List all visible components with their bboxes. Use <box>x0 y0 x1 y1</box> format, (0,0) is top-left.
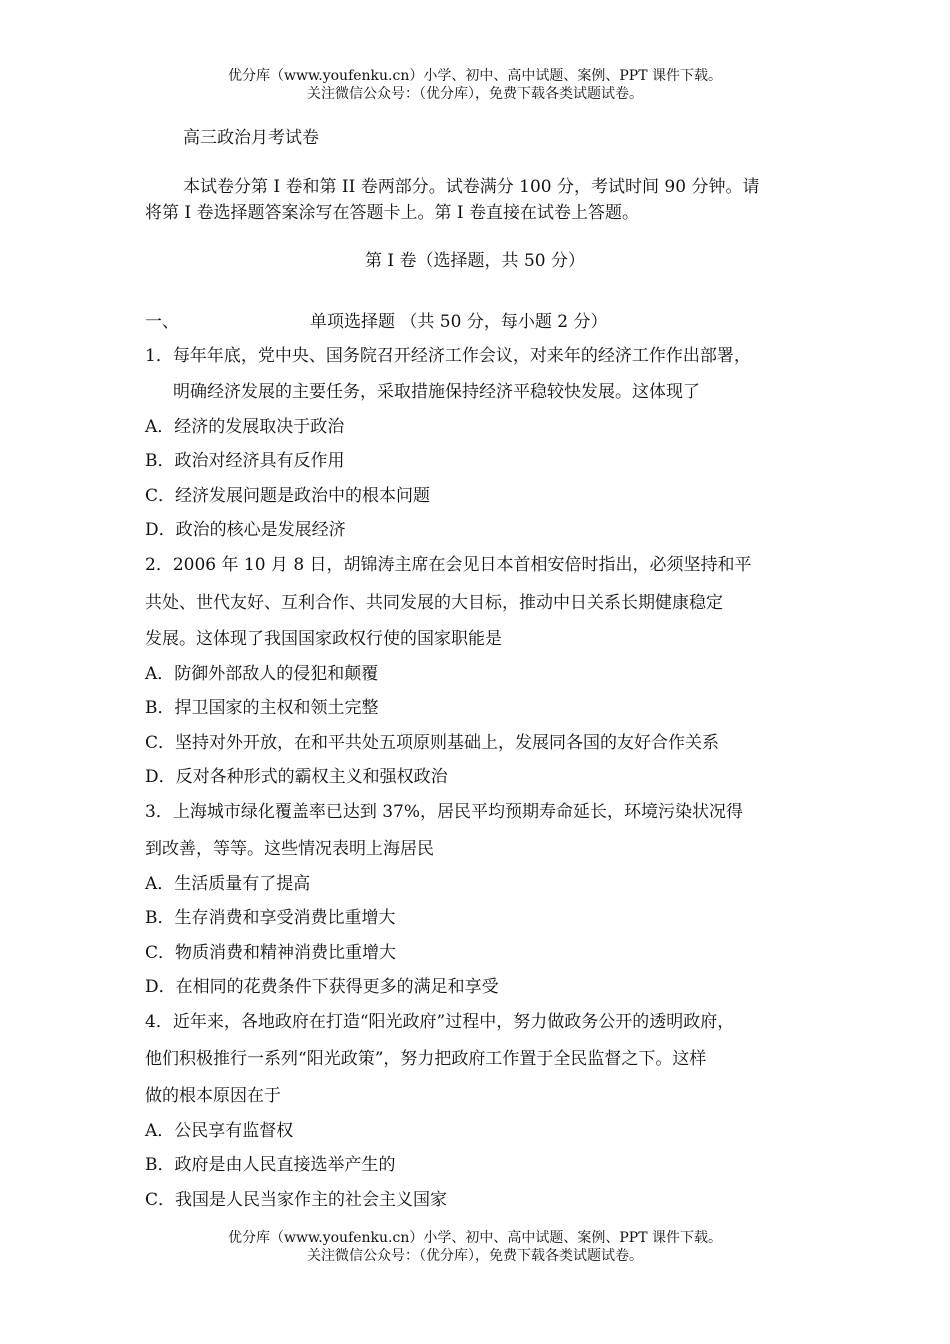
question-4-stem-line-3: 做的根本原因在于 <box>145 1086 281 1106</box>
question-1-stem-line-1: 1．每年年底，党中央、国务院召开经济工作会议，对来年的经济工作作出部署， <box>145 346 751 366</box>
question-1-option-b: B．政治对经济具有反作用 <box>145 451 345 471</box>
question-1-option-d: D．政治的核心是发展经济 <box>145 520 346 540</box>
question-1-stem-line-2: 明确经济发展的主要任务，采取措施保持经济平稳较快发展。这体现了 <box>173 382 700 402</box>
part-title: 第 I 卷（选择题，共 50 分） <box>365 251 585 271</box>
question-2-stem-line-1: 2．2006 年 10 月 8 日，胡锦涛主席在会见日本首相安倍时指出，必须坚持和平 <box>145 555 752 575</box>
question-4-option-b: B．政府是由人民直接选举产生的 <box>145 1155 396 1175</box>
header-line-2: 关注微信公众号：（优分库），免费下载各类试题试卷。 <box>307 86 643 102</box>
page-title: 高三政治月考试卷 <box>183 128 319 148</box>
question-2-option-d: D．反对各种形式的霸权主义和强权政治 <box>145 767 448 787</box>
intro-line-2: 将第 I 卷选择题答案涂写在答题卡上。第 I 卷直接在试卷上答题。 <box>145 203 640 223</box>
question-4-option-a: A．公民享有监督权 <box>145 1121 294 1141</box>
section-title: 单项选择题 （共 50 分，每小题 2 分） <box>310 312 608 332</box>
question-2-stem-line-2: 共处、世代友好、互利合作、共同发展的大目标，推动中日关系长期健康稳定 <box>145 593 723 613</box>
question-3-option-d: D．在相同的花费条件下获得更多的满足和享受 <box>145 977 499 997</box>
question-3-option-a: A．生活质量有了提高 <box>145 874 311 894</box>
question-3-stem-line-1: 3．上海城市绿化覆盖率已达到 37%，居民平均预期寿命延长，环境污染状况得 <box>145 802 744 822</box>
question-2-option-a: A．防御外部敌人的侵犯和颠覆 <box>145 664 379 684</box>
question-4-option-c: C．我国是人民当家作主的社会主义国家 <box>145 1190 448 1210</box>
question-1-option-c: C．经济发展问题是政治中的根本问题 <box>145 486 431 506</box>
question-3-stem-line-2: 到改善，等等。这些情况表明上海居民 <box>145 839 434 859</box>
question-2-option-b: B．捍卫国家的主权和领土完整 <box>145 698 379 718</box>
question-2-stem-line-3: 发展。这体现了我国国家政权行使的国家职能是 <box>145 629 502 649</box>
question-1-option-a: A．经济的发展取决于政治 <box>145 417 345 437</box>
question-2-option-c: C．坚持对外开放，在和平共处五项原则基础上，发展同各国的友好合作关系 <box>145 733 720 753</box>
question-3-option-b: B．生存消费和享受消费比重增大 <box>145 908 396 928</box>
footer-line-2: 关注微信公众号：（优分库），免费下载各类试题试卷。 <box>307 1248 643 1264</box>
footer-line-1: 优分库（www.youfenku.cn）小学、初中、高中试题、案例、PPT 课件下载。 <box>227 1230 722 1246</box>
header-line-1: 优分库（www.youfenku.cn）小学、初中、高中试题、案例、PPT 课件下载。 <box>227 68 722 84</box>
question-4-stem-line-1: 4．近年来，各地政府在打造“阳光政府”过程中，努力做政务公开的透明政府， <box>145 1012 735 1032</box>
intro-line-1: 本试卷分第 I 卷和第 II 卷两部分。试卷满分 100 分，考试时间 90 分钟。请 <box>183 177 760 197</box>
section-number: 一、 <box>145 312 179 332</box>
question-3-option-c: C．物质消费和精神消费比重增大 <box>145 943 397 963</box>
question-4-stem-line-2: 他们积极推行一系列“阳光政策”，努力把政府工作置于全民监督之下。这样 <box>145 1049 707 1069</box>
